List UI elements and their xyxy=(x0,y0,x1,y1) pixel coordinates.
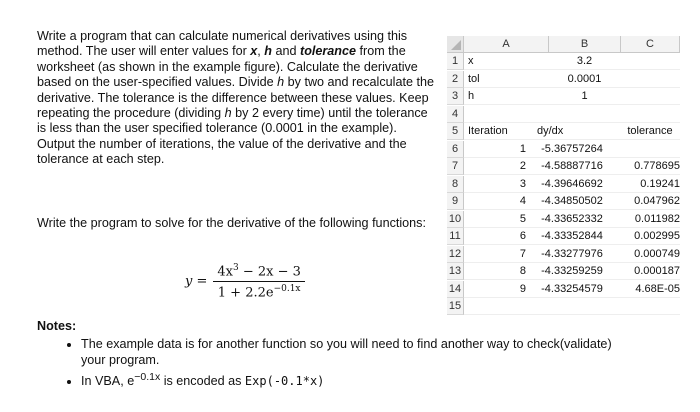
note-exponent: −0.1x xyxy=(134,371,161,383)
text-span: by 2 every time) until the tolerance is less than the user specified tolerance (0.0001 in the example). Output the number of iterations, the value of the derivative and the tolerance at each step. xyxy=(37,106,428,167)
row-header-12[interactable]: 12 xyxy=(447,246,464,263)
note-text: In VBA, e xyxy=(81,374,135,389)
column-header-b[interactable]: B xyxy=(549,36,621,53)
header-iteration[interactable]: Iteration xyxy=(468,125,508,137)
text-span: from the worksheet (as shown in the example figure). Calculate the derivative based on the user-specified values. Divide xyxy=(37,44,418,90)
text-span: by two and recalculate the derivative. The tolerance is the difference between these values. Keep repeating the procedure (dividing xyxy=(37,75,434,121)
row-header-9[interactable]: 9 xyxy=(447,193,464,210)
header-dydx[interactable]: dy/dx xyxy=(537,125,564,137)
input-value-cell[interactable]: 1 xyxy=(581,90,588,102)
header-tolerance[interactable]: tolerance xyxy=(627,125,673,137)
row-header-2[interactable]: 2 xyxy=(447,71,464,88)
equation-lhs: y = xyxy=(185,274,208,290)
notes-title: Notes: xyxy=(37,319,77,333)
note-text: is encoded as xyxy=(160,374,245,389)
equation-numerator xyxy=(213,263,305,282)
iteration-cell[interactable]: 6 xyxy=(519,230,526,242)
notes-section xyxy=(37,318,637,390)
var-tolerance: tolerance xyxy=(300,44,356,59)
dydx-cell[interactable]: -4.33352844 xyxy=(541,230,603,242)
iteration-cell[interactable]: 7 xyxy=(519,247,526,260)
iteration-cell[interactable]: 4 xyxy=(519,195,526,207)
dydx-cell[interactable]: -5.36757264 xyxy=(541,142,603,155)
grid-row xyxy=(464,106,680,123)
equation-denominator xyxy=(214,282,305,300)
tolerance-cell[interactable]: 4.68E-05 xyxy=(635,282,680,295)
num-exponent: 3 xyxy=(232,263,239,273)
num-rest: − 2x − 3 xyxy=(238,264,301,280)
vba-code: Exp(-0.1*x) xyxy=(244,374,325,389)
row-header-10[interactable]: 10 xyxy=(447,211,464,228)
note-item: • The example data is for another function so you will need to find another way to check(validate) your program. xyxy=(81,336,637,368)
row-header-8[interactable]: 8 xyxy=(447,176,464,193)
num-term: 4x xyxy=(217,264,233,280)
row-header-7[interactable]: 7 xyxy=(447,158,464,175)
column-header-c[interactable]: C xyxy=(621,36,680,53)
var-x: x xyxy=(250,44,258,59)
var-h: h xyxy=(224,106,232,121)
column-header-a[interactable]: A xyxy=(464,36,549,53)
equation-fraction xyxy=(213,263,305,301)
tolerance-cell[interactable]: 0.011982 xyxy=(634,212,680,225)
input-label-cell[interactable]: h xyxy=(468,90,475,102)
var-h: h xyxy=(277,75,285,90)
dydx-cell[interactable]: -4.33254579 xyxy=(541,282,603,295)
row-header-15[interactable]: 15 xyxy=(447,298,464,315)
den-exponent: −0.1x xyxy=(273,284,301,295)
var-h: h xyxy=(264,44,272,59)
dydx-cell[interactable]: -4.58887716 xyxy=(541,160,603,172)
iteration-cell[interactable]: 8 xyxy=(519,265,526,277)
row-header-4[interactable]: 4 xyxy=(447,106,464,123)
dydx-cell[interactable]: -4.34850502 xyxy=(541,195,603,207)
input-label-cell[interactable]: x xyxy=(468,55,474,67)
text-span: Write a program that can calculate numerical derivatives using this method. The user will enter values for xyxy=(37,29,408,59)
dydx-cell[interactable]: -4.33277976 xyxy=(541,247,603,260)
input-label-cell[interactable]: tol xyxy=(468,72,480,85)
input-value-cell[interactable]: 3.2 xyxy=(576,55,593,67)
tolerance-cell[interactable]: 0.778695 xyxy=(634,160,680,172)
row-header-13[interactable]: 13 xyxy=(447,263,464,280)
functions-paragraph: Write the program to solve for the derivative of the following functions: xyxy=(37,216,426,230)
tolerance-cell[interactable]: 0.19241 xyxy=(640,177,680,190)
grid-row xyxy=(464,298,680,315)
input-value-cell[interactable]: 0.0001 xyxy=(567,72,602,85)
text-span: , xyxy=(257,44,265,59)
iteration-cell[interactable]: 9 xyxy=(519,282,526,295)
den-term: 1 + 2.2e xyxy=(217,285,274,301)
instructions-paragraph xyxy=(37,29,437,168)
text-span: and xyxy=(271,44,300,59)
dydx-cell[interactable]: -4.33259259 xyxy=(541,265,603,277)
iteration-cell[interactable]: 5 xyxy=(519,212,526,225)
row-header-6[interactable]: 6 xyxy=(447,141,464,158)
notes-list xyxy=(37,336,637,389)
row-header-14[interactable]: 14 xyxy=(447,281,464,298)
tolerance-cell[interactable]: 0.000749 xyxy=(634,247,680,260)
dydx-cell[interactable]: -4.33652332 xyxy=(541,212,603,225)
function-equation xyxy=(185,263,305,301)
iteration-cell[interactable]: 1 xyxy=(519,142,526,155)
iteration-cell[interactable]: 2 xyxy=(519,160,526,172)
tolerance-cell[interactable]: 0.002995 xyxy=(634,230,680,242)
dydx-cell[interactable]: -4.39646692 xyxy=(541,177,603,190)
row-header-5[interactable]: 5 xyxy=(447,123,464,140)
tolerance-cell[interactable]: 0.000187 xyxy=(634,265,680,277)
tolerance-cell[interactable]: 0.047962 xyxy=(634,195,680,207)
row-header-3[interactable]: 3 xyxy=(447,88,464,105)
note-item xyxy=(81,369,637,389)
select-all-corner[interactable] xyxy=(447,36,464,53)
iteration-cell[interactable]: 3 xyxy=(519,177,526,190)
row-header-11[interactable]: 11 xyxy=(447,228,464,245)
example-spreadsheet xyxy=(447,36,680,316)
row-header-1[interactable]: 1 xyxy=(447,53,464,70)
tolerance-cell[interactable] xyxy=(617,141,680,157)
